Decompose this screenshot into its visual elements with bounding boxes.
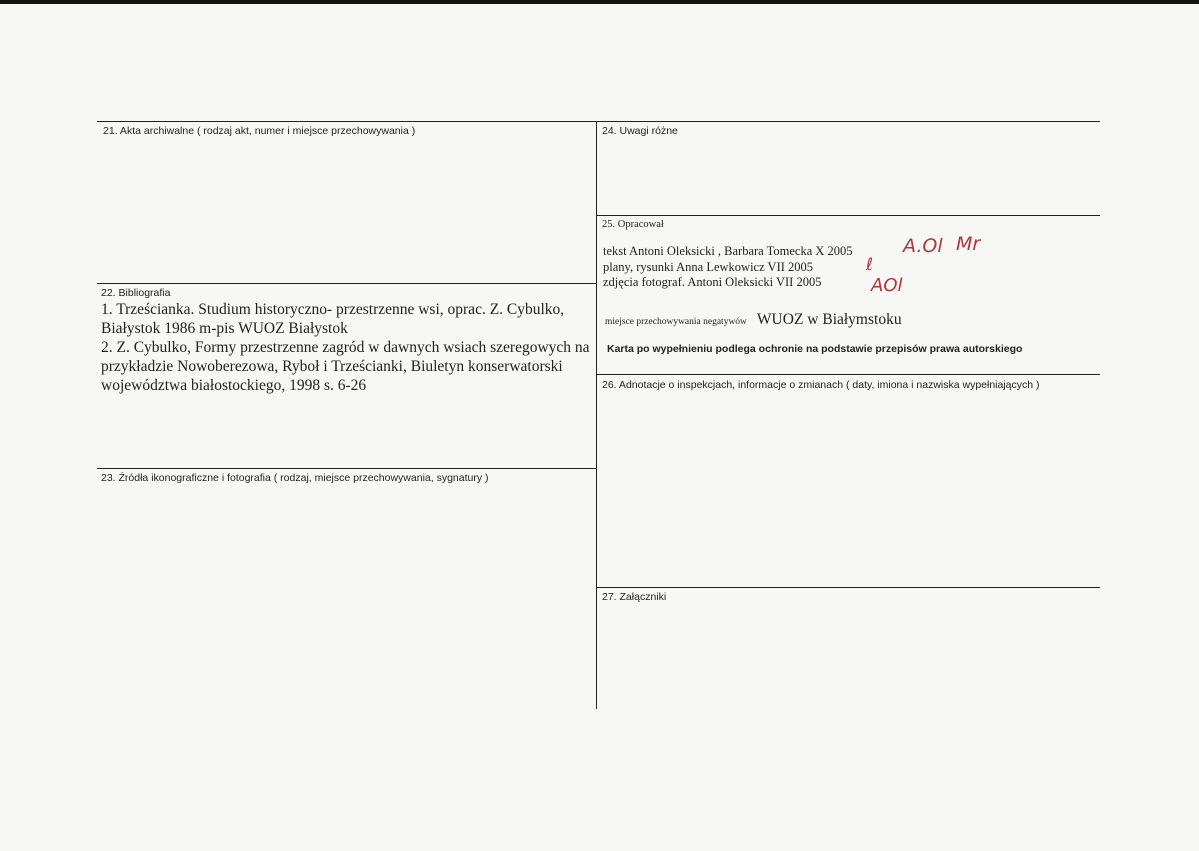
- section-22-label: 22. Bibliografia: [101, 287, 171, 299]
- section-21-label: 21. Akta archiwalne ( rodzaj akt, numer i miejsce przechowywania ): [103, 125, 416, 137]
- bibliography-entry-1: 1. Trześcianka. Studium historyczno- przestrzenne wsi, oprac. Z. Cybulko, Białystok 1986 m-pis WUOZ Białystok: [101, 301, 565, 337]
- signature-initials-1: A.Ol: [903, 235, 943, 257]
- section-24-label: 24. Uwagi różne: [602, 125, 678, 137]
- negatives-value: WUOZ w Białymstoku: [756, 311, 902, 328]
- signature-initials-4: AOl: [871, 275, 903, 296]
- section-25-label: 25. Opracował: [602, 219, 664, 230]
- section-26-label: 26. Adnotacje o inspekcjach, informacje o zmianach ( daty, imiona i nazwiska wypełniających ): [602, 379, 1040, 391]
- section-27-label: 27. Załączniki: [602, 591, 667, 603]
- section-23-label: 23. Źródła ikonograficzne i fotografia ( rodzaj, miejsce przechowywania, sygnatury ): [101, 472, 489, 484]
- divider-top-right: [596, 121, 1100, 122]
- divider-25-26: [596, 374, 1100, 375]
- prepared-plans-line: plany, rysunki Anna Lewkowicz VII 2005: [603, 259, 814, 274]
- prepared-by-lines: [603, 244, 853, 291]
- negatives-location: [605, 311, 902, 329]
- copyright-notice: Karta po wypełnieniu podlega ochronie na podstawie przepisów prawa autorskiego: [607, 343, 1023, 355]
- bibliography-list: [101, 300, 591, 395]
- divider-top-left: [97, 121, 596, 122]
- divider-24-25: [596, 215, 1100, 216]
- divider-22-23: [97, 468, 596, 469]
- prepared-text-line: tekst Antoni Oleksicki , Barbara Tomecka X 2005: [603, 244, 853, 258]
- divider-26-27: [596, 587, 1100, 588]
- bibliography-entry-2: 2. Z. Cybulko, Formy przestrzenne zagród w dawnych wsiach szeregowych na przykładzie Nowoberezowa, Ryboł i Trześcianki, Biuletyn konserwatorski województwa białostockiego, 1998 s. 6-26: [101, 339, 590, 394]
- scan-top-edge: [0, 0, 1199, 4]
- signature-initials-3: ℓ: [866, 255, 874, 275]
- prepared-photos-line: zdjęcia fotograf. Antoni Oleksicki VII 2005: [603, 275, 822, 289]
- negatives-label: miejsce przechowywania negatywów: [605, 317, 747, 327]
- divider-21-22: [97, 283, 596, 284]
- signature-initials-2: Mr: [956, 233, 981, 255]
- divider-vertical: [596, 121, 597, 709]
